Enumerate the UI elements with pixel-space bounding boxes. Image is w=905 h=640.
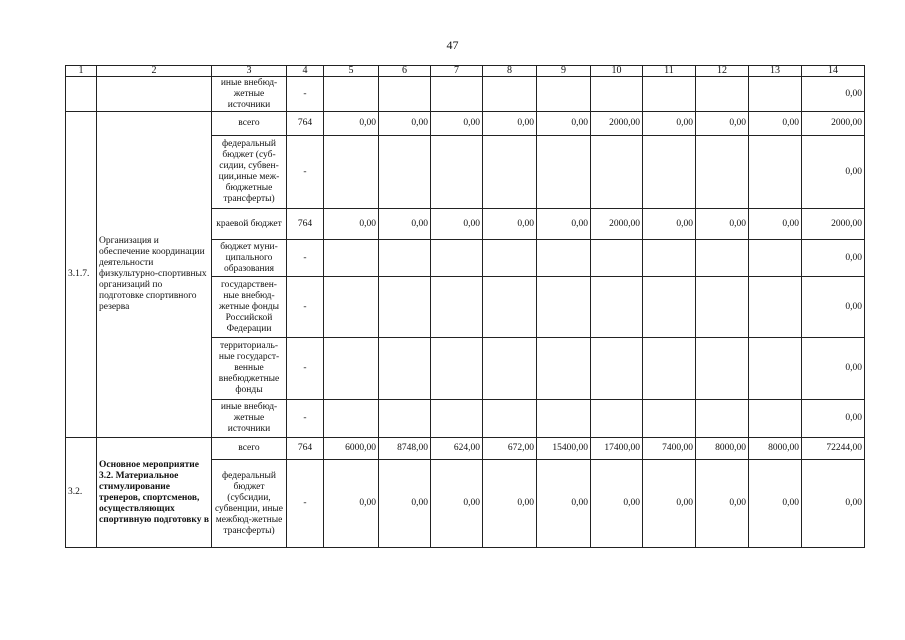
funding-source: иные внебюд-жетные источники	[212, 400, 287, 438]
value-cell: 0,00	[537, 112, 591, 136]
value-cell: 0,00	[483, 209, 537, 240]
value-cell: 6000,00	[324, 438, 379, 460]
value-cell: 0,00	[483, 112, 537, 136]
header-row	[66, 66, 865, 77]
value-cell: 0,00	[696, 112, 749, 136]
code-cell: -	[287, 338, 324, 400]
value-cell: 0,00	[379, 460, 431, 548]
funding-source: федеральный бюджет (субсидии, субвенции, иные межбюд-жетные трансферты)	[212, 460, 287, 548]
value-cell: 0,00	[483, 460, 537, 548]
table-row	[66, 438, 865, 460]
budget-table	[65, 65, 865, 548]
header-cell: 5	[324, 66, 379, 77]
header-cell: 8	[483, 66, 537, 77]
value-cell: 0,00	[696, 209, 749, 240]
total-cell: 0,00	[802, 338, 865, 400]
total-cell: 72244,00	[802, 438, 865, 460]
code-cell: -	[287, 240, 324, 277]
value-cell: 0,00	[643, 209, 696, 240]
total-cell: 0,00	[802, 277, 865, 338]
value-cell: 15400,00	[537, 438, 591, 460]
funding-source: федеральный бюджет (суб-сидии, субвен-ции,иные меж-бюджетные трансферты)	[212, 136, 287, 209]
header-cell: 2	[97, 66, 212, 77]
funding-source: всего	[212, 438, 287, 460]
funding-source: бюджет муни-ципального образования	[212, 240, 287, 277]
item-name: Организация и обеспечение координации деятельности физкультурно-спортивных организаций по подготовке спортивного резерва	[97, 112, 212, 438]
header-cell: 12	[696, 66, 749, 77]
page-number: 47	[446, 38, 459, 52]
value-cell: 672,00	[483, 438, 537, 460]
code-cell: -	[287, 460, 324, 548]
total-cell: 0,00	[802, 136, 865, 209]
item-number: 3.1.7.	[66, 112, 97, 438]
value-cell: 0,00	[431, 209, 483, 240]
item-number: 3.2.	[66, 438, 97, 548]
value-cell: 0,00	[749, 460, 802, 548]
header-cell: 3	[212, 66, 287, 77]
value-cell: 8000,00	[749, 438, 802, 460]
header-cell: 7	[431, 66, 483, 77]
total-cell: 0,00	[802, 240, 865, 277]
header-cell: 9	[537, 66, 591, 77]
value-cell: 0,00	[431, 112, 483, 136]
value-cell: 0,00	[643, 112, 696, 136]
table-row	[66, 112, 865, 136]
item-name: Основное мероприятие 3.2. Материальное стимулирование тренеров, спортсменов, осуществляющих спортивную подготовку в	[97, 438, 212, 548]
value-cell: 0,00	[324, 209, 379, 240]
header-cell: 1	[66, 66, 97, 77]
code-cell: -	[287, 277, 324, 338]
header-cell: 13	[749, 66, 802, 77]
value-cell: 0,00	[324, 112, 379, 136]
code-cell: 764	[287, 112, 324, 136]
code-cell: 764	[287, 438, 324, 460]
value-cell: 8748,00	[379, 438, 431, 460]
funding-source: иные внебюд-жетные источники	[212, 77, 287, 112]
header-cell: 14	[802, 66, 865, 77]
code-cell: 764	[287, 209, 324, 240]
value-cell: 0,00	[591, 460, 643, 548]
value-cell: 0,00	[537, 460, 591, 548]
value-cell: 0,00	[537, 209, 591, 240]
value-cell: 0,00	[696, 460, 749, 548]
value-cell: 0,00	[379, 112, 431, 136]
value-cell: 0,00	[379, 209, 431, 240]
value-cell: 8000,00	[696, 438, 749, 460]
value-cell: 624,00	[431, 438, 483, 460]
total-cell: 0,00	[802, 460, 865, 548]
total-cell: 0,00	[802, 400, 865, 438]
value-cell: 0,00	[643, 460, 696, 548]
header-cell: 11	[643, 66, 696, 77]
table-row	[66, 77, 865, 112]
value-cell: 2000,00	[591, 112, 643, 136]
header-cell: 4	[287, 66, 324, 77]
value-cell: 0,00	[749, 209, 802, 240]
funding-source: краевой бюджет	[212, 209, 287, 240]
funding-source: государствен-ные внебюд-жетные фонды Российской Федерации	[212, 277, 287, 338]
header-cell: 6	[379, 66, 431, 77]
value-cell: 17400,00	[591, 438, 643, 460]
value-cell: 7400,00	[643, 438, 696, 460]
header-cell: 10	[591, 66, 643, 77]
code-cell: -	[287, 400, 324, 438]
value-cell: 2000,00	[591, 209, 643, 240]
funding-source: территориаль-ные государст-венные внебюджетные фонды	[212, 338, 287, 400]
total-cell: 2000,00	[802, 112, 865, 136]
code-cell: -	[287, 77, 324, 112]
code-cell: -	[287, 136, 324, 209]
total-cell: 0,00	[802, 77, 865, 112]
value-cell: 0,00	[324, 460, 379, 548]
value-cell: 0,00	[749, 112, 802, 136]
total-cell: 2000,00	[802, 209, 865, 240]
value-cell: 0,00	[431, 460, 483, 548]
funding-source: всего	[212, 112, 287, 136]
